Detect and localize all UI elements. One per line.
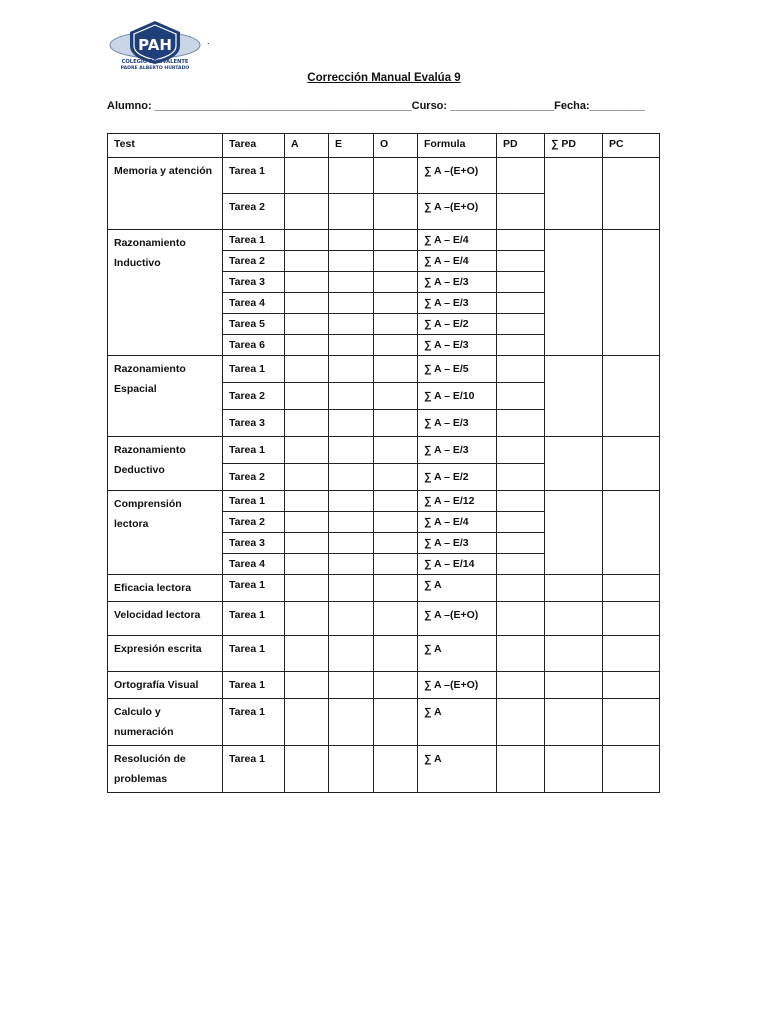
o-score-cell[interactable] xyxy=(374,251,418,272)
pc-cell[interactable] xyxy=(603,491,660,575)
tarea-cell: Tarea 2 xyxy=(223,383,285,410)
e-score-cell[interactable] xyxy=(329,672,374,699)
a-score-cell[interactable] xyxy=(285,335,329,356)
pd-cell[interactable] xyxy=(497,293,545,314)
o-score-cell[interactable] xyxy=(374,554,418,575)
a-score-cell[interactable] xyxy=(285,251,329,272)
pd-cell[interactable] xyxy=(497,251,545,272)
e-score-cell[interactable] xyxy=(329,194,374,230)
pd-cell[interactable] xyxy=(497,158,545,194)
e-score-cell[interactable] xyxy=(329,464,374,491)
test-name-cell: Resolución de problemas xyxy=(108,746,223,793)
a-score-cell[interactable] xyxy=(285,636,329,672)
e-score-cell[interactable] xyxy=(329,272,374,293)
table-row xyxy=(108,636,660,672)
stray-dot: . xyxy=(207,36,210,46)
table-row xyxy=(108,491,660,512)
sum-pd-cell[interactable] xyxy=(545,636,603,672)
student-info-line xyxy=(107,100,667,112)
sum-pd-cell[interactable] xyxy=(545,356,603,437)
curso-label: Curso: xyxy=(411,100,448,112)
tarea-cell: Tarea 1 xyxy=(223,575,285,602)
pd-cell[interactable] xyxy=(497,335,545,356)
tarea-cell: Tarea 2 xyxy=(223,464,285,491)
pc-cell[interactable] xyxy=(603,437,660,491)
o-score-cell[interactable] xyxy=(374,314,418,335)
pd-cell[interactable] xyxy=(497,383,545,410)
tarea-cell: Tarea 2 xyxy=(223,512,285,533)
table-row xyxy=(108,158,660,194)
o-score-cell[interactable] xyxy=(374,512,418,533)
pd-cell[interactable] xyxy=(497,491,545,512)
formula-cell: ∑ A – E/2 xyxy=(418,314,497,335)
fecha-label: Fecha: xyxy=(554,100,590,112)
tarea-cell: Tarea 4 xyxy=(223,293,285,314)
pc-cell[interactable] xyxy=(603,230,660,356)
pc-cell[interactable] xyxy=(603,636,660,672)
correction-table xyxy=(107,133,660,793)
table-row xyxy=(108,437,660,464)
pc-cell[interactable] xyxy=(603,746,660,793)
a-score-cell[interactable] xyxy=(285,575,329,602)
test-name-cell: Ortografía Visual xyxy=(108,672,223,699)
e-score-cell[interactable] xyxy=(329,533,374,554)
e-score-cell[interactable] xyxy=(329,293,374,314)
alumno-label: Alumno: xyxy=(107,100,152,112)
a-score-cell[interactable] xyxy=(285,314,329,335)
e-score-cell[interactable] xyxy=(329,410,374,437)
formula-cell: ∑ A – E/5 xyxy=(418,356,497,383)
tarea-cell: Tarea 1 xyxy=(223,602,285,636)
sum-pd-cell[interactable] xyxy=(545,672,603,699)
sum-pd-cell[interactable] xyxy=(545,230,603,356)
pd-cell[interactable] xyxy=(497,410,545,437)
table-row xyxy=(108,699,660,746)
pc-cell[interactable] xyxy=(603,672,660,699)
o-score-cell[interactable] xyxy=(374,491,418,512)
a-score-cell[interactable] xyxy=(285,699,329,746)
formula-cell: ∑ A –(E+O) xyxy=(418,194,497,230)
pd-cell[interactable] xyxy=(497,746,545,793)
sum-pd-cell[interactable] xyxy=(545,437,603,491)
formula-cell: ∑ A xyxy=(418,575,497,602)
pc-cell[interactable] xyxy=(603,158,660,230)
a-score-cell[interactable] xyxy=(285,554,329,575)
test-name-cell: Calculo y numeración xyxy=(108,699,223,746)
table-header-row xyxy=(108,134,660,158)
e-score-cell[interactable] xyxy=(329,602,374,636)
a-score-cell[interactable] xyxy=(285,672,329,699)
sum-pd-cell[interactable] xyxy=(545,158,603,230)
test-name-cell: Eficacia lectora xyxy=(108,575,223,602)
pd-cell[interactable] xyxy=(497,356,545,383)
tarea-cell: Tarea 1 xyxy=(223,491,285,512)
formula-cell: ∑ A – E/4 xyxy=(418,512,497,533)
pd-cell[interactable] xyxy=(497,512,545,533)
pd-cell[interactable] xyxy=(497,554,545,575)
test-name-cell: Razonamiento Deductivo xyxy=(108,437,223,491)
sum-pd-cell[interactable] xyxy=(545,575,603,602)
test-name-cell: Razonamiento Espacial xyxy=(108,356,223,437)
a-score-cell[interactable] xyxy=(285,602,329,636)
o-score-cell[interactable] xyxy=(374,293,418,314)
a-score-cell[interactable] xyxy=(285,230,329,251)
logo-line-1: COLEGIO POLIVALENTE xyxy=(121,59,189,65)
header-o: O xyxy=(374,134,418,158)
tarea-cell: Tarea 1 xyxy=(223,699,285,746)
test-name-cell: Razonamiento Inductivo xyxy=(108,230,223,356)
o-score-cell[interactable] xyxy=(374,575,418,602)
pd-cell[interactable] xyxy=(497,636,545,672)
alumno-field[interactable]: __________________________________________ xyxy=(154,100,412,112)
formula-cell: ∑ A – E/4 xyxy=(418,230,497,251)
e-score-cell[interactable] xyxy=(329,437,374,464)
pc-cell[interactable] xyxy=(603,602,660,636)
o-score-cell[interactable] xyxy=(374,636,418,672)
curso-field[interactable]: _________________ xyxy=(450,100,555,112)
a-score-cell[interactable] xyxy=(285,293,329,314)
pd-cell[interactable] xyxy=(497,575,545,602)
formula-cell: ∑ A – E/3 xyxy=(418,410,497,437)
a-score-cell[interactable] xyxy=(285,464,329,491)
tarea-cell: Tarea 1 xyxy=(223,230,285,251)
header-pc: PC xyxy=(603,134,660,158)
o-score-cell[interactable] xyxy=(374,746,418,793)
e-score-cell[interactable] xyxy=(329,383,374,410)
formula-cell: ∑ A – E/3 xyxy=(418,533,497,554)
a-score-cell[interactable] xyxy=(285,410,329,437)
formula-cell: ∑ A – E/3 xyxy=(418,437,497,464)
header-tarea: Tarea xyxy=(223,134,285,158)
formula-cell: ∑ A –(E+O) xyxy=(418,158,497,194)
table-row xyxy=(108,672,660,699)
o-score-cell[interactable] xyxy=(374,158,418,194)
a-score-cell[interactable] xyxy=(285,383,329,410)
tarea-cell: Tarea 5 xyxy=(223,314,285,335)
fecha-field[interactable]: _________ xyxy=(589,100,645,112)
table-row xyxy=(108,575,660,602)
pc-cell[interactable] xyxy=(603,699,660,746)
table-row xyxy=(108,746,660,793)
a-score-cell[interactable] xyxy=(285,356,329,383)
tarea-cell: Tarea 2 xyxy=(223,251,285,272)
sum-pd-cell[interactable] xyxy=(545,746,603,793)
o-score-cell[interactable] xyxy=(374,194,418,230)
header-sum-pd: ∑ PD xyxy=(545,134,603,158)
pd-cell[interactable] xyxy=(497,272,545,293)
a-score-cell[interactable] xyxy=(285,491,329,512)
a-score-cell[interactable] xyxy=(285,158,329,194)
a-score-cell[interactable] xyxy=(285,746,329,793)
pd-cell[interactable] xyxy=(497,602,545,636)
e-score-cell[interactable] xyxy=(329,575,374,602)
pc-cell[interactable] xyxy=(603,575,660,602)
pd-cell[interactable] xyxy=(497,314,545,335)
tarea-cell: Tarea 1 xyxy=(223,636,285,672)
test-name-cell: Velocidad lectora xyxy=(108,602,223,636)
tarea-cell: Tarea 6 xyxy=(223,335,285,356)
formula-cell: ∑ A –(E+O) xyxy=(418,602,497,636)
school-logo xyxy=(108,18,202,70)
a-score-cell[interactable] xyxy=(285,437,329,464)
o-score-cell[interactable] xyxy=(374,335,418,356)
pd-cell[interactable] xyxy=(497,230,545,251)
tarea-cell: Tarea 1 xyxy=(223,356,285,383)
logo-line-2: PADRE ALBERTO HURTADO xyxy=(120,66,190,70)
o-score-cell[interactable] xyxy=(374,272,418,293)
pd-cell[interactable] xyxy=(497,533,545,554)
e-score-cell[interactable] xyxy=(329,554,374,575)
o-score-cell[interactable] xyxy=(374,356,418,383)
o-score-cell[interactable] xyxy=(374,410,418,437)
e-score-cell[interactable] xyxy=(329,158,374,194)
sum-pd-cell[interactable] xyxy=(545,491,603,575)
tarea-cell: Tarea 3 xyxy=(223,533,285,554)
e-score-cell[interactable] xyxy=(329,230,374,251)
pd-cell[interactable] xyxy=(497,699,545,746)
table-row xyxy=(108,356,660,383)
e-score-cell[interactable] xyxy=(329,314,374,335)
page-title xyxy=(0,72,768,84)
table-row xyxy=(108,230,660,251)
o-score-cell[interactable] xyxy=(374,437,418,464)
o-score-cell[interactable] xyxy=(374,672,418,699)
pc-cell[interactable] xyxy=(603,356,660,437)
pd-cell[interactable] xyxy=(497,437,545,464)
formula-cell: ∑ A xyxy=(418,699,497,746)
test-name-cell: Memoria y atención xyxy=(108,158,223,230)
tarea-cell: Tarea 1 xyxy=(223,437,285,464)
o-score-cell[interactable] xyxy=(374,699,418,746)
e-score-cell[interactable] xyxy=(329,512,374,533)
e-score-cell[interactable] xyxy=(329,356,374,383)
formula-cell: ∑ A – E/4 xyxy=(418,251,497,272)
header-e: E xyxy=(329,134,374,158)
e-score-cell[interactable] xyxy=(329,636,374,672)
formula-cell: ∑ A xyxy=(418,746,497,793)
formula-cell: ∑ A – E/10 xyxy=(418,383,497,410)
e-score-cell[interactable] xyxy=(329,699,374,746)
o-score-cell[interactable] xyxy=(374,464,418,491)
sum-pd-cell[interactable] xyxy=(545,699,603,746)
pd-cell[interactable] xyxy=(497,194,545,230)
tarea-cell: Tarea 1 xyxy=(223,746,285,793)
formula-cell: ∑ A – E/14 xyxy=(418,554,497,575)
header-formula: Formula xyxy=(418,134,497,158)
title-text: Corrección Manual Evalúa 9 xyxy=(307,72,461,84)
header-pd: PD xyxy=(497,134,545,158)
formula-cell: ∑ A – E/3 xyxy=(418,293,497,314)
a-score-cell[interactable] xyxy=(285,533,329,554)
a-score-cell[interactable] xyxy=(285,272,329,293)
tarea-cell: Tarea 3 xyxy=(223,272,285,293)
e-score-cell[interactable] xyxy=(329,335,374,356)
e-score-cell[interactable] xyxy=(329,746,374,793)
formula-cell: ∑ A – E/2 xyxy=(418,464,497,491)
test-name-cell: Expresión escrita xyxy=(108,636,223,672)
formula-cell: ∑ A – E/3 xyxy=(418,272,497,293)
pd-cell[interactable] xyxy=(497,672,545,699)
tarea-cell: Tarea 4 xyxy=(223,554,285,575)
sum-pd-cell[interactable] xyxy=(545,602,603,636)
o-score-cell[interactable] xyxy=(374,533,418,554)
e-score-cell[interactable] xyxy=(329,251,374,272)
test-name-cell: Comprensión lectora xyxy=(108,491,223,575)
tarea-cell: Tarea 1 xyxy=(223,672,285,699)
tarea-cell: Tarea 1 xyxy=(223,158,285,194)
header-a: A xyxy=(285,134,329,158)
o-score-cell[interactable] xyxy=(374,383,418,410)
pd-cell[interactable] xyxy=(497,464,545,491)
e-score-cell[interactable] xyxy=(329,491,374,512)
tarea-cell: Tarea 3 xyxy=(223,410,285,437)
header-test: Test xyxy=(108,134,223,158)
formula-cell: ∑ A – E/12 xyxy=(418,491,497,512)
formula-cell: ∑ A –(E+O) xyxy=(418,672,497,699)
table-row xyxy=(108,602,660,636)
logo-letters: PAH xyxy=(138,36,172,54)
a-score-cell[interactable] xyxy=(285,512,329,533)
o-score-cell[interactable] xyxy=(374,230,418,251)
o-score-cell[interactable] xyxy=(374,602,418,636)
formula-cell: ∑ A xyxy=(418,636,497,672)
a-score-cell[interactable] xyxy=(285,194,329,230)
tarea-cell: Tarea 2 xyxy=(223,194,285,230)
formula-cell: ∑ A – E/3 xyxy=(418,335,497,356)
